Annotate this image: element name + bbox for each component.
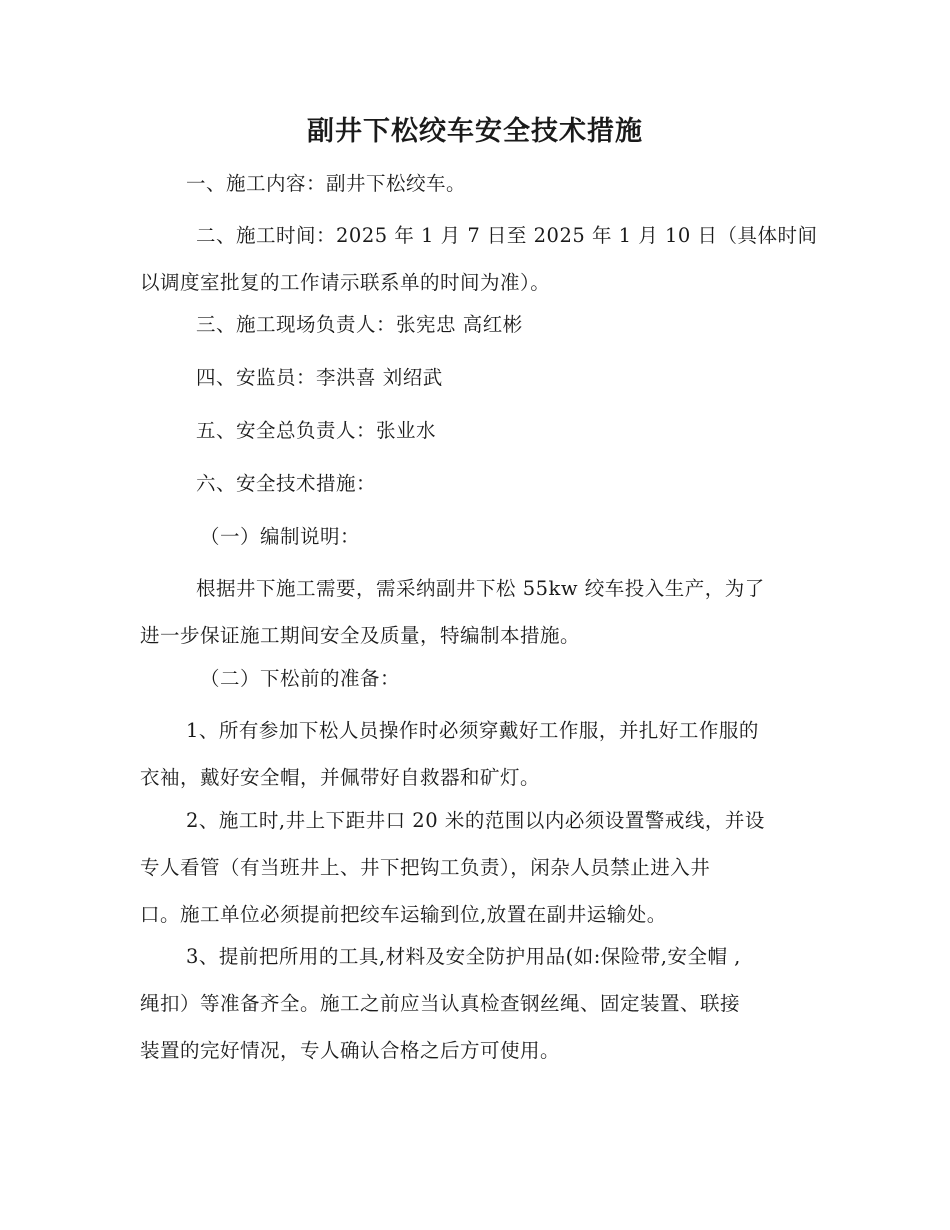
- paragraph-line: 三、施工现场负责人：张宪忠 高红彬: [196, 313, 523, 336]
- paragraph-line: 绳扣）等准备齐全。施工之前应当认真检查钢丝绳、固定装置、联接: [140, 992, 741, 1015]
- document-title: 副井下松绞车安全技术措施: [307, 116, 643, 147]
- paragraph-compilation-body: [140, 565, 805, 659]
- paragraph-line: 五、安全总负责人：张业水: [196, 419, 437, 442]
- list-item-1: [140, 707, 805, 801]
- paragraph-safety-inspector: [140, 354, 805, 401]
- paragraph-site-leader: [140, 301, 805, 348]
- subsection-preparation: [140, 655, 805, 702]
- paragraph-safety-measures-heading: [140, 460, 805, 507]
- paragraph-line: （一）编制说明：: [200, 525, 361, 548]
- subsection-compilation-note: [140, 513, 805, 560]
- paragraph-line: 1、所有参加下松人员操作时必须穿戴好工作服，并扎好工作服的: [186, 719, 759, 742]
- paragraph-line: （二）下松前的准备：: [200, 667, 401, 690]
- paragraph-line: 二、施工时间：2025 年 1 月 7 日至 2025 年 1 月 10 日（具体时间: [196, 224, 818, 247]
- paragraph-line: 2、施工时,井上下距井口 20 米的范围以内必须设置警戒线，并设: [186, 809, 765, 832]
- paragraph-line: 3、提前把所用的工具,材料及安全防护用品(如:保险带,安全帽 ,: [186, 945, 741, 968]
- list-item-3: [140, 933, 805, 1074]
- paragraph-line: 根据井下施工需要，需采纳副井下松 55kw 绞车投入生产，为了: [196, 577, 765, 600]
- paragraph-line: 一、施工内容：副井下松绞车。: [186, 172, 467, 195]
- paragraph-line: 六、安全技术措施：: [196, 472, 377, 495]
- paragraph-safety-chief: [140, 407, 805, 454]
- list-item-2: [140, 797, 805, 938]
- paragraph-line: 口。施工单位必须提前把绞车运输到位,放置在副井运输处。: [140, 903, 667, 926]
- paragraph-line: 以调度室批复的工作请示联系单的时间为准）。: [140, 271, 551, 294]
- paragraph-line: 衣袖，戴好安全帽，并佩带好自救器和矿灯。: [140, 766, 541, 789]
- paragraph-line: 专人看管（有当班井上、井下把钩工负责），闲杂人员禁止进入井: [140, 856, 711, 879]
- paragraph-line: 进一步保证施工期间安全及质量，特编制本措施。: [140, 624, 581, 647]
- paragraph-line: 四、安监员：李洪喜 刘绍武: [196, 366, 443, 389]
- paragraph-construction-content: [140, 160, 805, 207]
- paragraph-construction-time: [140, 212, 818, 306]
- paragraph-line: 装置的完好情况，专人确认合格之后方可使用。: [140, 1039, 561, 1062]
